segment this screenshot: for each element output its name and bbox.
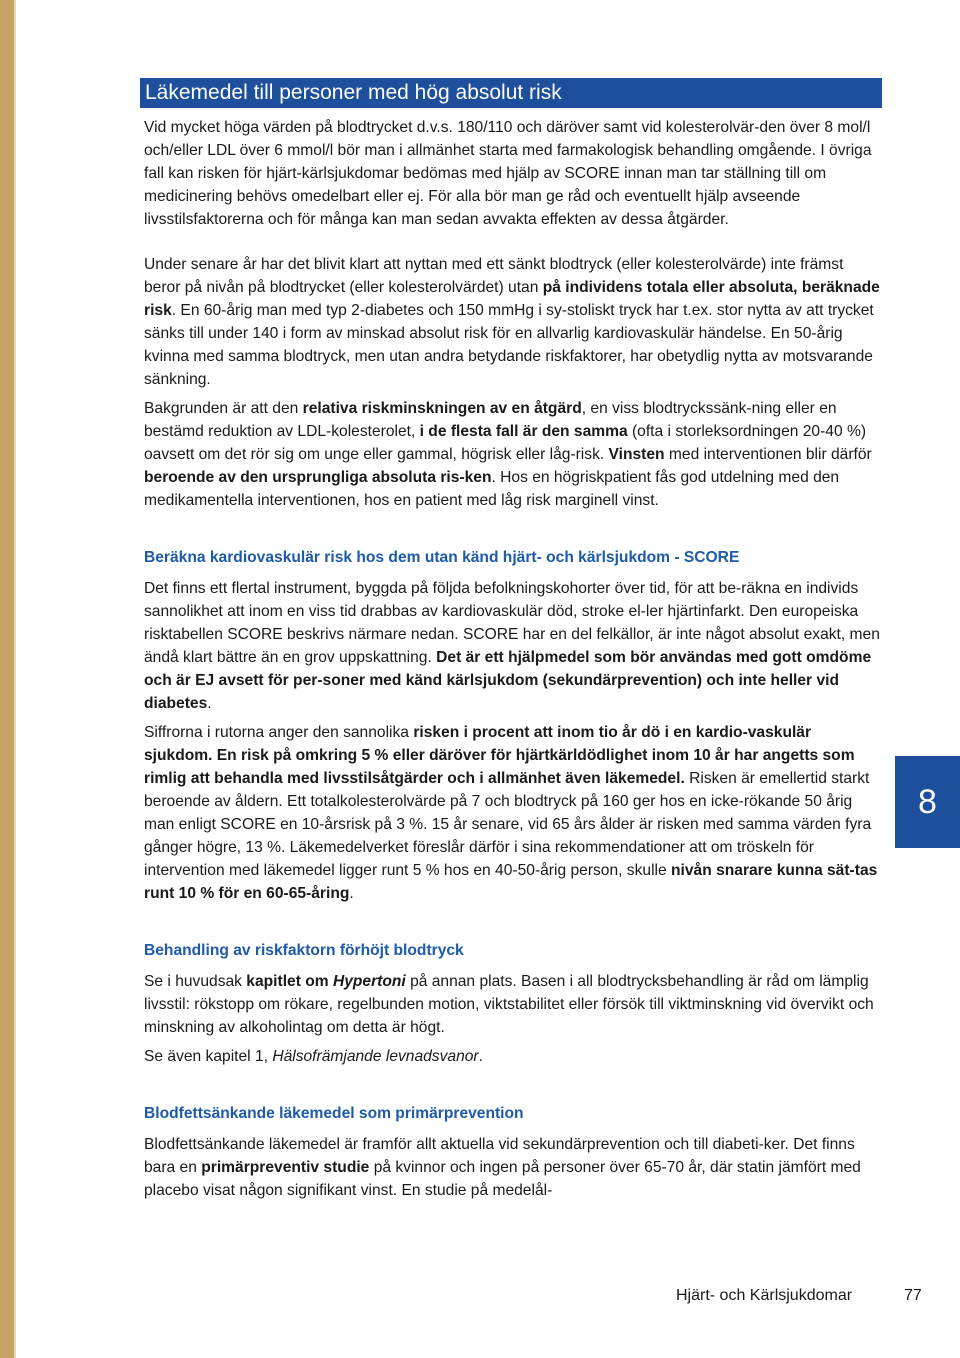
footer-page-number: 77 — [904, 1287, 922, 1304]
page-title: Läkemedel till personer med hög absolut risk — [140, 78, 882, 108]
left-margin-bar-highlight — [14, 0, 16, 1358]
intro-paragraph-3: Bakgrunden är att den relativa riskminskningen av en åtgärd, en viss blodtryckssänk-ning eller en bestämd reduktion av LDL-kolesterolet, i de flesta fall är den samma (ofta i storleksordningen 20-40 %) oavsett om det rör sig om unge eller gammal, högrisk eller låg-risk. Vinsten med interventionen blir därför beroende av den ursprungliga absoluta ris-ken. Hos en högriskpatient fås god utdelning med den medikamentella interventionen, hos en patient med låg risk marginell vinst. — [144, 400, 872, 509]
footer-section-title: Hjärt- och Kärlsjukdomar — [676, 1287, 853, 1304]
bp-paragraph-2: Se även kapitel 1, Hälsofrämjande levnadsvanor. — [144, 1048, 483, 1065]
section-heading-lipid: Blodfettsänkande läkemedel som primärprevention — [144, 1105, 524, 1122]
section-heading-blood-pressure: Behandling av riskfaktorn förhöjt blodtryck — [144, 942, 464, 959]
score-paragraph-1: Det finns ett flertal instrument, byggda på följda befolkningskohorter över tid, för att be-räkna en individs sannolikhet att inom en viss tid drabbas av kardiovaskulär död, stroke el-ler hjärtinfarkt. Den europeiska risktabellen SCORE beskrivs närmare nedan. SCORE har en del felkällor, är inte något absolut exakt, men ändå klart bättre än en grov uppskattning. Det är ett hjälpmedel som bör användas med gott omdöme och är EJ avsett för per-soner med känd kärlsjukdom (sekundärprevention) och inte heller vid diabetes. — [144, 580, 880, 712]
bp-paragraph-1: Se i huvudsak kapitlet om Hypertoni på annan plats. Basen i all blodtrycksbehandling är råd om lämplig livsstil: rökstopp om rökare, regelbunden motion, viktstabilitet eller försök till viktminskning vid övervikt och minskning av alkoholintag om detta är högt. — [144, 973, 874, 1036]
intro-paragraph-2: Under senare år har det blivit klart att nyttan med ett sänkt blodtryck (eller kolesterolvärde) inte främst beror på nivån på blodtrycket (eller kolesterolvärdet) utan på individens totala eller absoluta, beräknade risk. En 60-årig man med typ 2-diabetes och 150 mmHg i sy-stoliskt tryck har t.ex. stor nytta av att trycket sänks till under 140 i form av minskad absolut risk för en allvarlig kardiovaskulär händelse. En 50-årig kvinna med samma blodtryck, men utan andra betydande riskfaktorer, har obetydlig nytta av motsvarande sänkning. — [144, 256, 880, 388]
lipid-paragraph-1: Blodfettsänkande läkemedel är framför allt aktuella vid sekundärprevention och till diabeti-ker. Det finns bara en primärpreventiv studie på kvinnor och ingen på personer över 65-70 år, där statin jämfört med placebo visat någon signifikant vinst. En studie på medelål- — [144, 1136, 861, 1199]
main-content — [144, 116, 880, 1202]
left-margin-bar — [0, 0, 14, 1358]
intro-paragraph-1: Vid mycket höga värden på blodtrycket d.v.s. 180/110 och däröver samt vid kolesterolvär-den över 8 mol/l och/eller LDL över 6 mmol/l bör man i allmänhet starta med farmakologisk behandling omgående. I övriga fall kan risken för hjärt-kärlsjukdomar bedömas med hjälp av SCORE innan man tar ställning till om medicinering behövs omedelbart eller ej. För alla bör man ge råd och eventuellt hjälp avseende livsstilsfaktorerna och för många kan man sedan avvakta effekten av dessa åtgärder. — [144, 119, 872, 228]
chapter-number-tab: 8 — [895, 756, 960, 848]
score-paragraph-2: Siffrorna i rutorna anger den sannolika risken i procent att inom tio år dö i en kardio-vaskulär sjukdom. En risk på omkring 5 % eller däröver för hjärtkärldödlighet inom 10 år har angetts som rimlig att behandla med livsstilsåtgärder och i allmänhet även läkemedel. Risken är emellertid starkt beroende av åldern. Ett totalkolesterolvärde på 7 och blodtryck på 160 ger hos en icke-rökande 50 årig man enligt SCORE en 10-årsrisk på 3 %. 15 år senare, vid 65 års ålder är risken med samma värden fyra gånger högre, 13 %. Läkemedelverket föreslår därför i sina rekommendationer att om tröskeln för intervention med läkemedel ligger runt 5 % hos en 40-50-årig person, skulle nivån snarare kunna sät-tas runt 10 % för en 60-65-åring. — [144, 724, 878, 902]
section-heading-score: Beräkna kardiovaskulär risk hos dem utan känd hjärt- och kärlsjukdom - SCORE — [144, 549, 740, 566]
